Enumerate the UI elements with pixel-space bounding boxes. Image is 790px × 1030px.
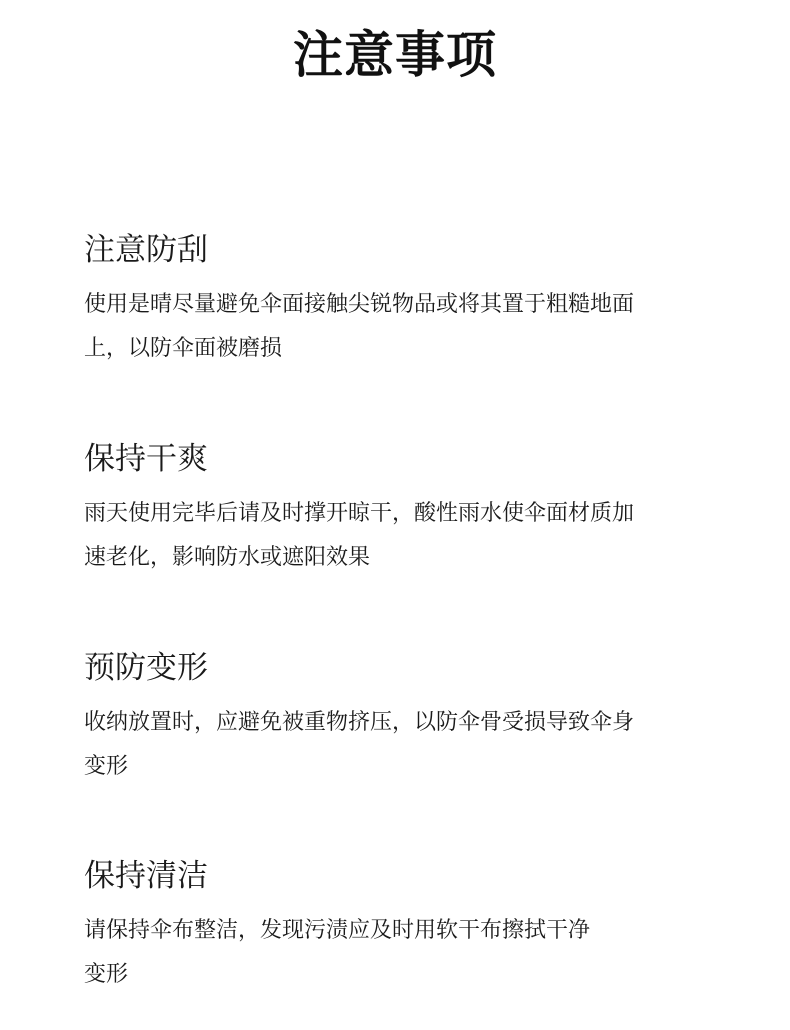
section-body [84, 909, 724, 997]
section-body [84, 701, 724, 789]
page-title: 注意事项 [293, 26, 497, 84]
section-body-line: 变形 [84, 962, 129, 987]
section-body-line: 请保持伞布整洁，发现污渍应及时用软干布擦拭干净 [84, 918, 591, 943]
section-body-line: 雨天使用完毕后请及时撑开晾干，酸性雨水使伞面材质加 [84, 501, 635, 526]
section-body-line: 使用是晴尽量避免伞面接触尖锐物品或将其置于粗糙地面 [84, 292, 635, 317]
section-heading: 保持清洁 [84, 858, 208, 894]
section-body [84, 492, 724, 580]
section-body-line: 速老化，影响防水或遮阳效果 [84, 545, 371, 570]
section-heading: 注意防刮 [84, 232, 208, 268]
section-keep-clean [84, 855, 724, 997]
section-heading: 预防变形 [84, 650, 208, 686]
section-body-line: 收纳放置时，应避免被重物挤压，以防伞骨受损导致伞身 [84, 710, 635, 735]
section-prevent-deformation [84, 647, 724, 789]
section-keep-dry [84, 438, 724, 580]
section-scratch-prevention [84, 229, 724, 371]
section-body-line: 变形 [84, 754, 129, 779]
section-heading: 保持干爽 [84, 441, 208, 477]
section-body [84, 283, 724, 371]
section-body-line: 上，以防伞面被磨损 [84, 336, 283, 361]
